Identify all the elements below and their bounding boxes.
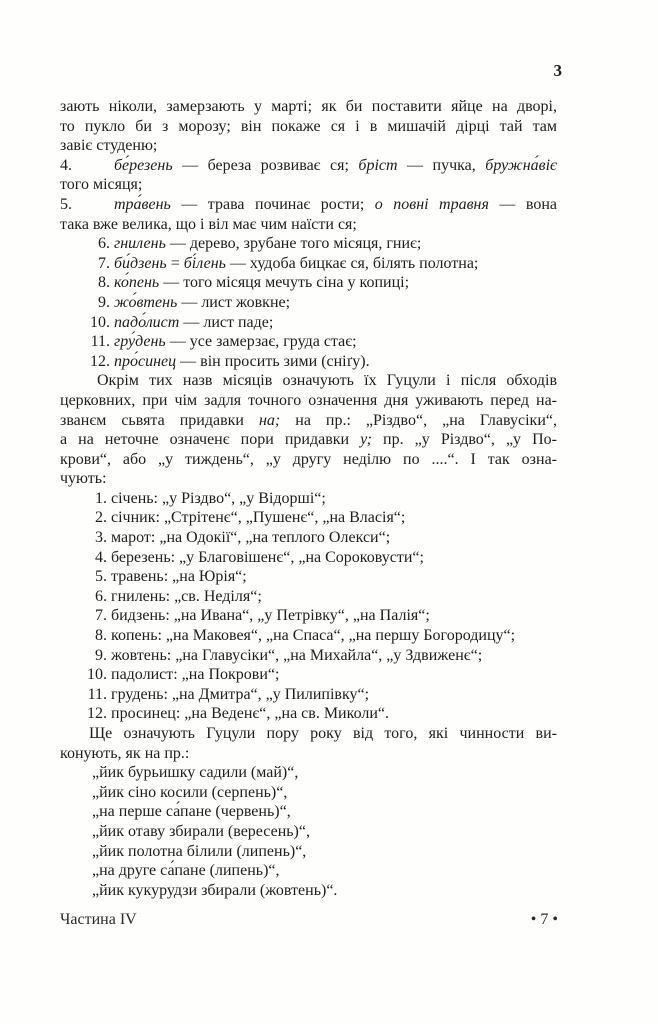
line-text: = [166, 254, 184, 272]
etymology-line [60, 273, 557, 293]
line-text: зають ніколи, замерзають у марті; як би поставити яйце на дворі, [60, 98, 557, 115]
item-number: 3. [95, 529, 107, 547]
holiday-item [60, 508, 557, 528]
paragraph-line [60, 136, 557, 156]
etymology-line [60, 332, 557, 352]
item-number: 6. [98, 235, 110, 253]
etymology-line [60, 215, 557, 235]
line-text: жовтень: „на Главусіки“, „на Михайла“, „у Здвиженє“; [111, 646, 483, 664]
item-number: 10. [90, 313, 110, 331]
etymology-line [60, 234, 557, 254]
line-text: — трава починає рости; [170, 195, 375, 213]
etymology-line [60, 293, 557, 313]
line-text: того місяця; [60, 176, 143, 194]
holiday-item [60, 685, 557, 705]
item-number: 2. [95, 509, 107, 527]
line-text: — він просить зими (сніґу). [176, 352, 370, 370]
line-text: званєм сьвята придавки [60, 411, 259, 429]
line-text: конують, як на пр.: [60, 744, 190, 762]
saying-line: „йик отаву збирали (вересень)“, [92, 822, 310, 840]
line-text: чують: [60, 470, 107, 488]
line-text: — худоба бицкає ся, білять полотна; [225, 254, 479, 272]
item-number: 9. [95, 646, 107, 664]
item-number: 6. [95, 587, 107, 605]
month-etymology-list [60, 156, 557, 372]
item-number: 8. [98, 274, 110, 292]
footer-part-title: Частина IV [60, 911, 137, 928]
line-text: травень: „на Юрія“; [111, 568, 247, 586]
line-text: крови“, або „у тиждень“, „у другу неділю по ....“. І так озна- [60, 450, 557, 468]
saying-line: „йик кукурудзи збирали (жовтень)“. [92, 881, 338, 899]
month-term: падо́лист [114, 313, 180, 331]
etymology-line [60, 156, 557, 176]
holiday-item [60, 646, 557, 666]
holiday-item [60, 665, 557, 685]
item-number: 12. [90, 352, 110, 370]
line-text: гнилень: „св. Неділя“; [111, 587, 262, 605]
continuation-paragraph [60, 97, 557, 156]
item-number: 7. [95, 607, 107, 625]
saying-line: „на друге са́пане (липень)“, [92, 862, 280, 880]
line-text: падолист: „на Покрови“; [111, 666, 280, 684]
line-text: січень: „у Різдво“, „у Відорші“; [111, 489, 326, 507]
item-number: 5. [60, 195, 72, 213]
holiday-paragraph [60, 371, 557, 489]
line-text: завіє студеню; [60, 137, 158, 155]
month-term: ко́пень [114, 274, 160, 292]
season-sayings [60, 763, 557, 900]
line-text: грудень: „на Дмитра“, „у Пилипівку“; [111, 685, 370, 703]
italic-term: бріст [358, 156, 398, 174]
line-text: то пукло би з морозу; він покаже ся і в мишачій дірці тай там [60, 117, 557, 135]
paragraph-line [60, 724, 557, 744]
item-number: 10. [87, 666, 107, 684]
holiday-item [60, 626, 557, 646]
saying-line: „на перше са́пане (червень)“, [92, 803, 291, 821]
line-text: — усе замерзає, груда стає; [165, 333, 357, 351]
holiday-item [60, 528, 557, 548]
etymology-line [60, 195, 557, 215]
line-text: на пр.: „Різдво“, „на Главусіки“, [280, 411, 557, 429]
footer-page-number: • 7 • [530, 911, 558, 928]
month-term: гру́день [114, 333, 166, 351]
item-number: 7. [98, 254, 110, 272]
month-term: бе́резень [114, 156, 173, 174]
item-number: 8. [95, 627, 107, 645]
italic-term: бружна́віє [485, 156, 557, 174]
line-text: — лист паде; [179, 313, 274, 331]
item-number: 4. [60, 156, 72, 174]
line-text: церковних, при чім задля точного означення дня уживають перед на- [60, 391, 557, 409]
holiday-item [60, 567, 557, 587]
month-term: про́синец [114, 352, 177, 370]
paragraph-line [60, 371, 557, 391]
paragraph-line [60, 97, 557, 117]
month-term: жо́втень [114, 293, 178, 311]
item-number: 9. [98, 293, 110, 311]
line-text: — дерево, зрубане того місяця, гниє; [165, 235, 422, 253]
line-text: пр. „у Різдво“, „у По- [372, 431, 558, 449]
line-text: копень: „на Маковея“, „на Спаса“, „на першу Богородицу“; [111, 627, 516, 645]
line-text: — лист жовкне; [177, 293, 291, 311]
item-number: 1. [95, 489, 107, 507]
saying-line: „йик бурьишку садили (май)“, [92, 764, 299, 782]
particle-term: на; [258, 411, 281, 429]
paragraph-line [60, 430, 557, 450]
line-text: січник: „Стрітенє“, „Пушенє“, „на Власія“; [111, 509, 406, 527]
paragraph-line [60, 391, 557, 411]
line-text: марот: „на Одокії“, „на теплого Олекси“; [111, 529, 391, 547]
line-text: бидзень: „на Ивана“, „у Петрівку“, „на Палія“; [111, 607, 430, 625]
etymology-line [60, 352, 557, 372]
line-text: — береза розвиває ся; [172, 156, 359, 174]
item-number: 11. [87, 685, 107, 703]
particle-term: у; [360, 431, 372, 449]
saying-line: „йик полотна білили (липень)“, [92, 842, 307, 860]
paragraph-line [60, 469, 557, 489]
holiday-item [60, 606, 557, 626]
italic-term: о повні травня [374, 195, 489, 213]
month-term: би́дзень [114, 254, 167, 272]
line-text: — вона [488, 195, 558, 213]
item-number: 11. [90, 333, 110, 351]
item-number: 4. [95, 548, 107, 566]
paragraph-line [60, 411, 557, 431]
line-text: Ще означують Гуцули пору року від того, які чинности ви- [89, 725, 557, 742]
holiday-item [60, 704, 557, 724]
running-page-number: 3 [553, 61, 562, 80]
saying-line: „йик сіно косили (серпень)“, [92, 783, 288, 801]
holiday-item [60, 489, 557, 509]
item-number: 5. [95, 568, 107, 586]
line-text: Окрім тих назв місяців означують їх Гуцули і після обходів [97, 372, 557, 390]
item-number: 12. [87, 705, 107, 723]
line-text: березень: „у Благовішенє“, „на Сороковусти“; [111, 548, 424, 566]
line-text: просинец: „на Веденє“, „на св. Миколи“. [111, 705, 390, 723]
month-term: бі́лень [183, 254, 226, 272]
season-paragraph [60, 724, 557, 763]
etymology-line [60, 313, 557, 333]
month-term: гнилень [114, 235, 166, 253]
holiday-item [60, 587, 557, 607]
paragraph-line [60, 450, 557, 470]
holiday-list [60, 489, 557, 724]
page-body [60, 97, 557, 900]
month-term: тра́вень [114, 195, 171, 213]
holiday-item [60, 548, 557, 568]
etymology-line [60, 254, 557, 274]
paragraph-line [60, 117, 557, 137]
paragraph-line [60, 744, 557, 764]
line-text: — того місяця мечуть сіна у копиці; [159, 274, 410, 292]
line-text: а на неточне означенє пори придавки [60, 431, 361, 449]
line-text: — пучка, [397, 156, 486, 174]
etymology-line [60, 175, 557, 195]
line-text: така вже велика, що і віл має чим наїсти ся; [60, 215, 357, 233]
